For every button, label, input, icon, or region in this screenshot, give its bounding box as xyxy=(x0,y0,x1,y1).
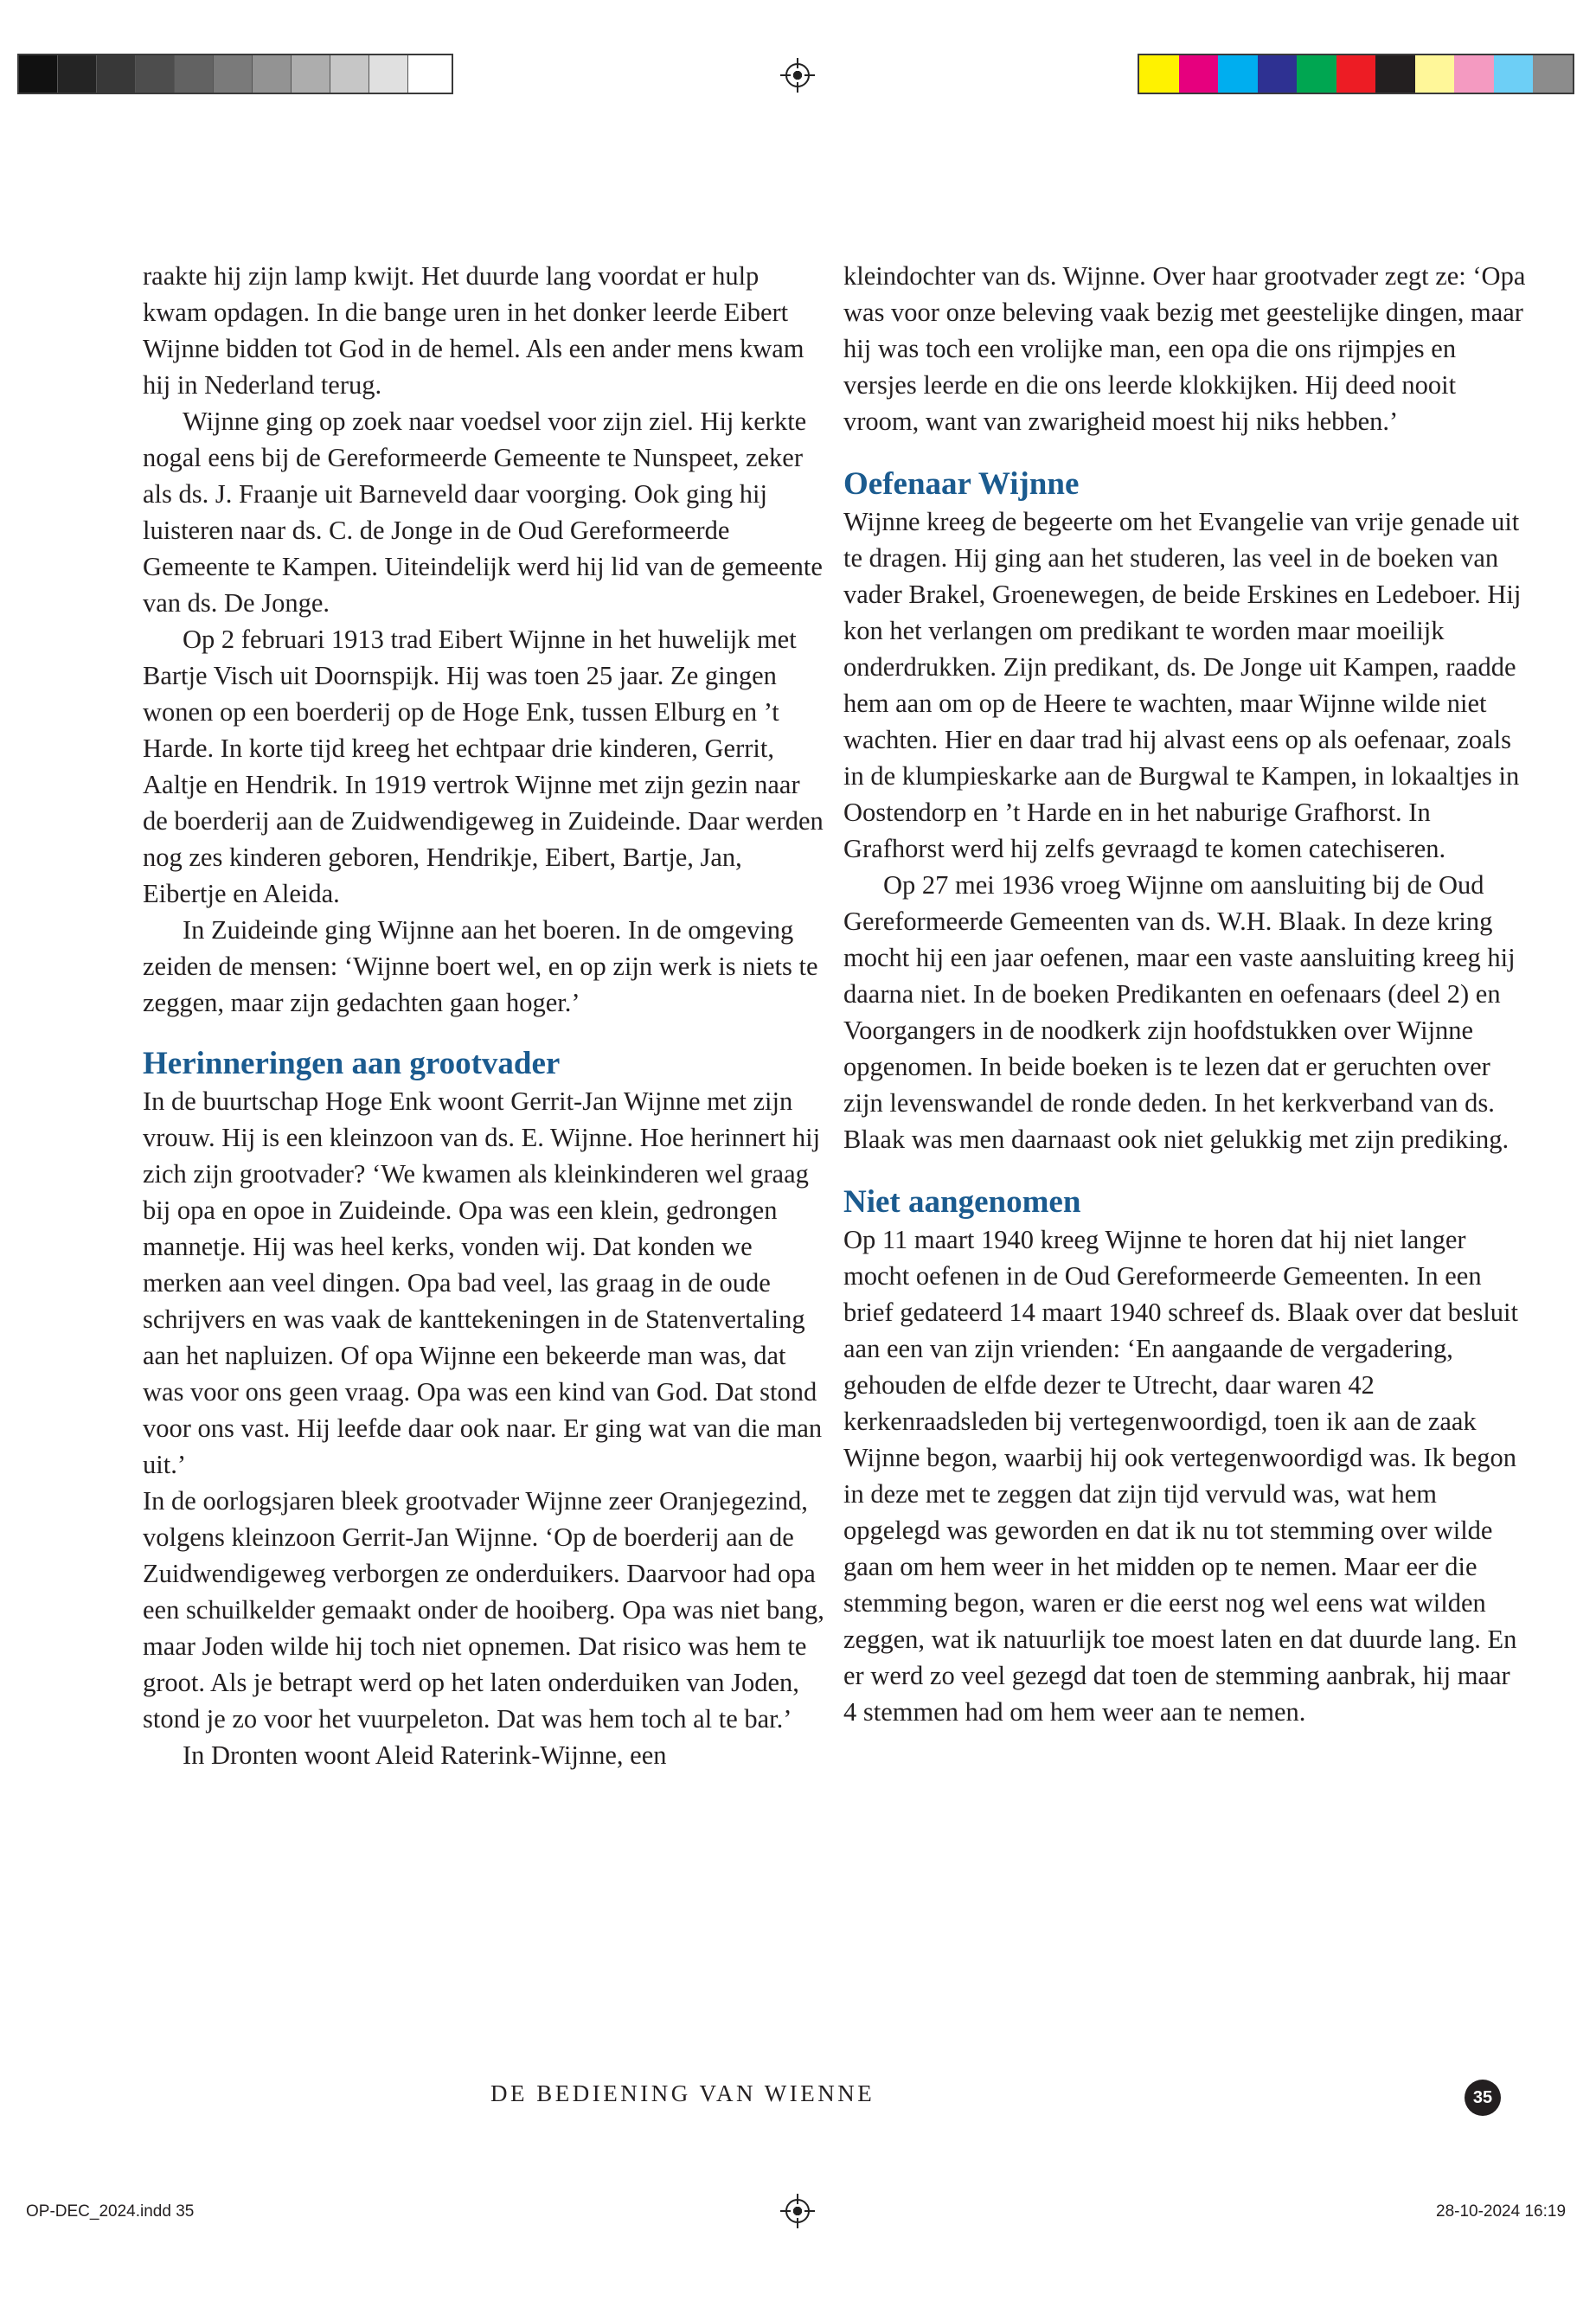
gray-swatch xyxy=(214,55,253,93)
paragraph: kleindochter van ds. Wijnne. Over haar grootvader zegt ze: ‘Opa was voor onze beleving vaak bezig met geestelijke dingen, maar hij was toch een vrolijke man, een opa die ons rijmpjes en versjes leerde en die ons leerde klokkijken. Hij deed nooit vroom, want van zwarigheid moest hij niks hebben.’ xyxy=(843,261,1526,436)
color-swatch xyxy=(1258,55,1298,93)
gray-swatch xyxy=(19,55,58,93)
gray-swatch xyxy=(175,55,214,93)
left-text-column xyxy=(143,258,826,1773)
gray-swatch xyxy=(136,55,175,93)
color-calibration-bar xyxy=(1138,54,1574,94)
paragraph: In Zuideinde ging Wijnne aan het boeren. In de omgeving zeiden de mensen: ‘Wijnne boert wel, en op zijn werk is niets te zeggen, maar zijn gedachten gaan hoger.’ xyxy=(143,915,818,1017)
paragraph: Op 11 maart 1940 kreeg Wijnne te horen dat hij niet langer mocht oefenen in de Oud Gereformeerde Gemeenten. In een brief gedateerd 14 maart 1940 schreef ds. Blaak over dat besluit aan een van zijn vrienden: ‘En aangaande de vergadering, gehouden de elfde dezer te Utrecht, daar waren 42 kerkenraadsleden bij vertegenwoordigd, toen ik aan de zaak Wijnne begon, waarbij hij ook vertegenwoordigd was. Ik begon in deze met te zeggen dat zijn tijd vervuld was, wat hem opgelegd was geworden en dat ik nu tot stemming over wilde gaan om hem weer in het midden op te nemen. Maar eer die stemming begon, waren er die eerst nog wel eens wat wilden zeggen, wat ik natuurlijk toe moest laten en dat duurde lang. En er werd zo veel gezegd dat toen de stemming aanbrak, hij maar 4 stemmen had om hem weer aan te nemen. xyxy=(843,1225,1518,1727)
paragraph: Op 2 februari 1913 trad Eibert Wijnne in het huwelijk met Bartje Visch uit Doornspijk. Hij was toen 25 jaar. Ze gingen wonen op een boerderij op de Hoge Enk, tussen Elburg en ’t Harde. In korte tijd kreeg het echtpaar drie kinderen, Gerrit, Aaltje en Hendrik. In 1919 vertrok Wijnne met zijn gezin naar de boerderij aan de Zuidwendigeweg in Zuideinde. Daar werden nog zes kinderen geboren, Hendrikje, Eibert, Bartje, Jan, Eibertje en Aleida. xyxy=(143,625,824,908)
registration-mark-icon xyxy=(780,2194,815,2228)
gray-swatch xyxy=(292,55,330,93)
right-text-column xyxy=(843,258,1527,1730)
section-heading: Oefenaar Wijnne xyxy=(843,466,1080,502)
paragraph: In de oorlogsjaren bleek grootvader Wijnne zeer Oranjegezind, volgens kleinzoon Gerrit-Jan Wijnne. ‘Op de boerderij aan de Zuidwendigeweg verborgen ze onderduikers. Daarvoor had opa een schuilkelder gemaakt onder de hooiberg. Opa was niet bang, maar Joden wilde hij toch niet opnemen. Dat risico was hem te groot. Als je betrapt werd op het laten onderduiken van Joden, stond je zo voor het vuurpeleton. Dat was hem toch al te bar.’ xyxy=(143,1486,824,1734)
paragraph: Wijnne ging op zoek naar voedsel voor zijn ziel. Hij kerkte nogal eens bij de Gereformeerde Gemeente te Nunspeet, zeker als ds. J. Fraanje uit Barneveld daar voorging. Ook ging hij luisteren naar ds. C. de Jonge in de Oud Gereformeerde Gemeente te Kampen. Uiteindelijk werd hij lid van de gemeente van ds. De Jonge. xyxy=(143,407,823,618)
color-swatch xyxy=(1494,55,1534,93)
slug-datetime: 28-10-2024 16:19 xyxy=(1436,2202,1567,2221)
paragraph: raakte hij zijn lamp kwijt. Het duurde lang voordat er hulp kwam opdagen. In die bange uren in het donker leerde Eibert Wijnne bidden tot God in de hemel. Als een ander mens kwam hij in Nederland terug. xyxy=(143,261,804,400)
page-number-badge: 35 xyxy=(1465,2080,1501,2116)
color-swatch xyxy=(1454,55,1494,93)
paragraph: Op 27 mei 1936 vroeg Wijnne om aansluiting bij de Oud Gereformeerde Gemeenten van ds. W.H. Blaak. In deze kring mocht hij een jaar oefenen, maar een vaste aansluiting kreeg hij daarna niet. In de boeken Predikanten en oefenaars (deel 2) en Voorgangers in de noodkerk zijn hoofdstukken over Wijnne opgenomen. In beide boeken is te lezen dat er geruchten over zijn levenswandel de ronde deden. In het kerkverband van ds. Blaak was men daarnaast ook niet gelukkig met zijn prediking. xyxy=(843,870,1516,1154)
gray-swatch xyxy=(330,55,369,93)
registration-mark-icon xyxy=(780,58,815,93)
paragraph: Wijnne kreeg de begeerte om het Evangelie van vrije genade uit te dragen. Hij ging aan het studeren, las veel in de boeken van vader Brakel, Groenewegen, de beide Erskines en Ledeboer. Hij kon het verlangen om predikant te worden maar moeilijk onderdrukken. Zijn predikant, ds. De Jonge uit Kampen, raadde hem aan om op de Heere te wachten, maar Wijnne wilde niet wachten. Hier en daar trad hij alvast eens op als oefenaar, zoals in de klumpieskarke aan de Burgwal te Kampen, in lokaaltjes in Oostendorp en ’t Harde en in het naburige Grafhorst. In Grafhorst werd hij zelfs gevraagd te komen catechiseren. xyxy=(843,507,1522,863)
color-swatch xyxy=(1139,55,1179,93)
paragraph: In de buurtschap Hoge Enk woont Gerrit-Jan Wijnne met zijn vrouw. Hij is een kleinzoon van ds. E. Wijnne. Hoe herinnert hij zich zijn grootvader? ‘We kwamen als kleinkinderen wel graag bij opa en opoe in Zuideinde. Opa was een klein, gedrongen mannetje. Hij was heel kerks, vonden wij. Dat konden we merken aan veel dingen. Opa bad veel, las graag in de oude schrijvers en was vaak de kanttekeningen in de Statenvertaling aan het napluizen. Of opa Wijnne een bekeerde man was, dat was voor ons geen vraag. Opa was een kind van God. Dat stond voor ons vast. Hij leefde daar ook naar. Er ging wat van die man uit.’ xyxy=(143,1086,823,1479)
slug-filename: OP-DEC_2024.indd 35 xyxy=(26,2202,195,2221)
gray-swatch xyxy=(58,55,97,93)
running-footer-title: DE BEDIENING VAN WIENNE xyxy=(490,2080,875,2106)
color-swatch xyxy=(1375,55,1415,93)
gray-swatch xyxy=(369,55,408,93)
grayscale-calibration-bar xyxy=(17,54,453,94)
color-swatch xyxy=(1297,55,1336,93)
gray-swatch xyxy=(253,55,292,93)
section-heading: Niet aangenomen xyxy=(843,1184,1081,1220)
gray-swatch xyxy=(97,55,136,93)
gray-swatch xyxy=(408,55,447,93)
color-swatch xyxy=(1218,55,1258,93)
color-swatch xyxy=(1533,55,1573,93)
color-swatch xyxy=(1415,55,1455,93)
section-heading: Herinneringen aan grootvader xyxy=(143,1046,561,1081)
color-swatch xyxy=(1336,55,1376,93)
color-swatch xyxy=(1179,55,1219,93)
paragraph: In Dronten woont Aleid Raterink-Wijnne, een xyxy=(183,1740,667,1770)
